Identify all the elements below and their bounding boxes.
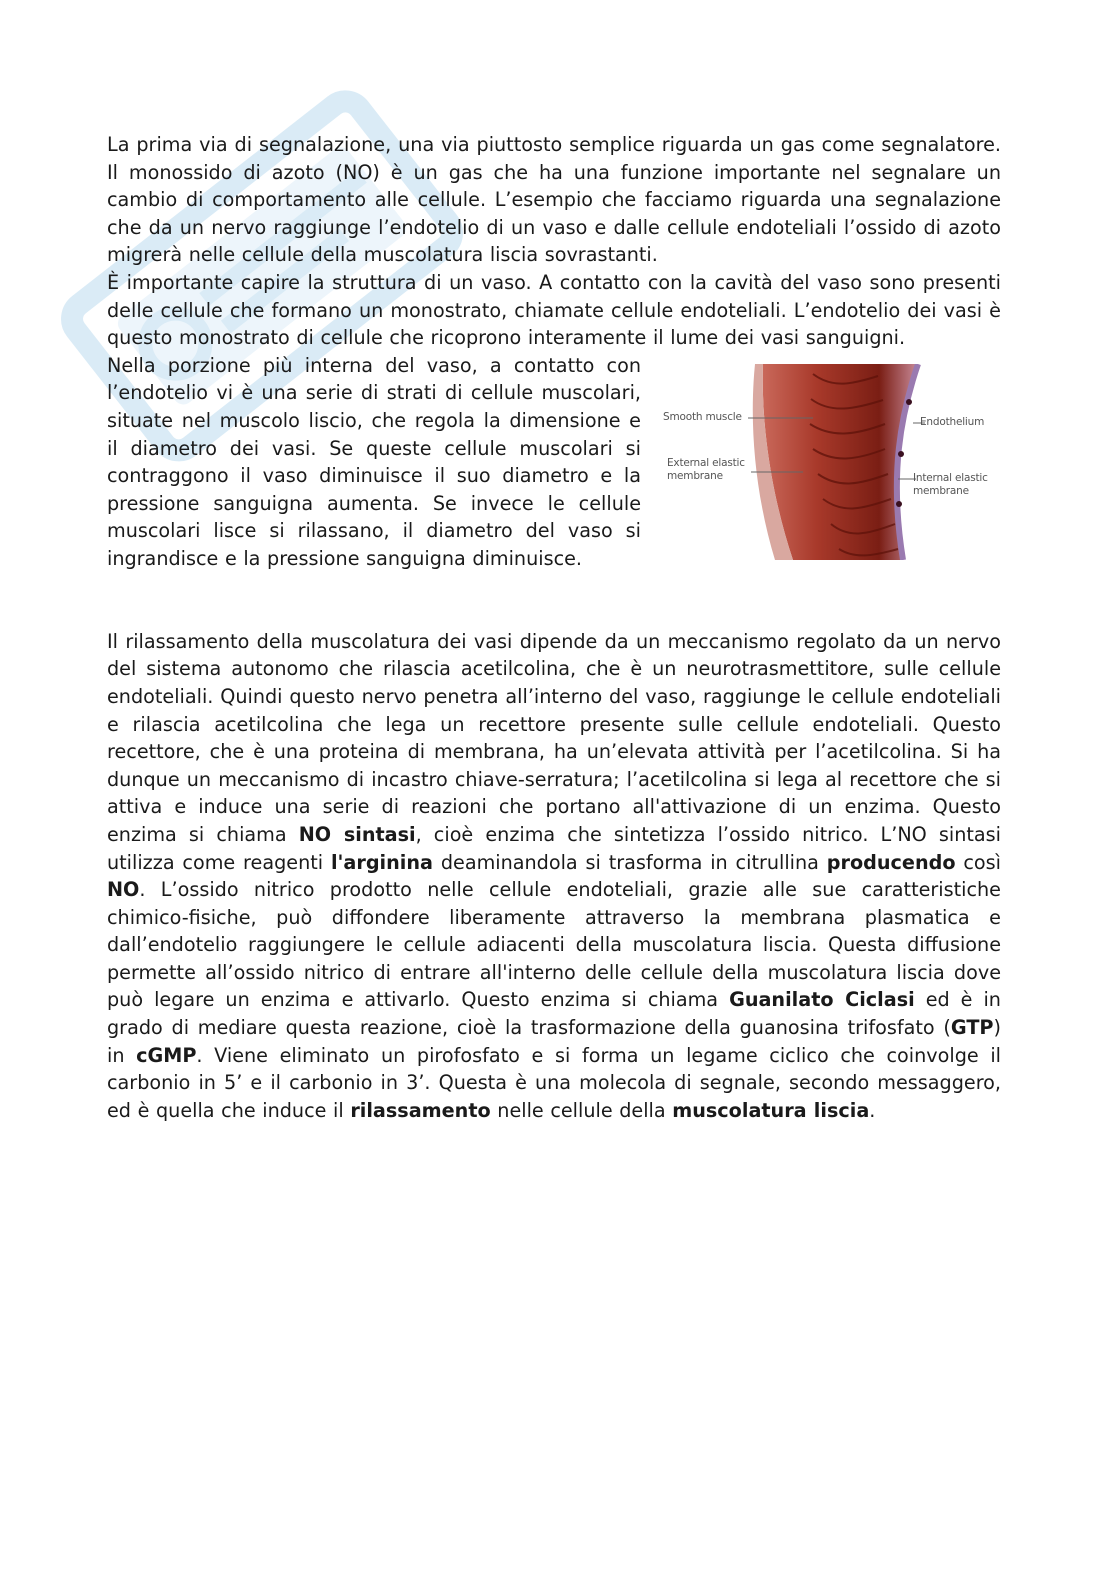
paragraph-smooth-muscle: Nella porzione più interna del vaso, a contatto con l’endotelio vi è una serie di strati di cellule muscolari, situate nel muscolo liscio, che regola la dimensione e il diametro dei vasi. Se queste cellule muscolari si contraggono il vaso diminuisce il suo diametro e la pressione sanguigna aumenta. Se invece le cellule muscolari lisce si rilassano, il diametro del vaso si ingrandisce e la pressione sanguigna diminuisce. [107, 353, 641, 570]
paragraph-intro: La prima via di segnalazione, una via piuttosto semplice riguarda un gas come segnalatore. Il monossido di azoto (NO) è un gas che ha una funzione importante nel segnalare un cambio di comportamento alle cellule. L’esempio che facciamo riguarda una segnalazione che da un nervo raggiunge l’endotelio di un vaso e dalle cellule endoteliali l’ossido di azoto migrerà nelle cellule della muscolatura liscia sovrastanti. [107, 133, 1001, 267]
label-internal-elastic-membrane: Internal elastic membrane [913, 471, 988, 497]
document-body [107, 131, 1001, 1124]
label-external-elastic-membrane: External elastic membrane [667, 456, 745, 482]
label-endothelium: Endothelium [920, 415, 985, 428]
paragraph-vessel-structure: È importante capire la struttura di un vaso. A contatto con la cavità del vaso sono presenti delle cellule che formano un monostrato, chiamate cellule endoteliali. L’endotelio dei vasi è questo monostrato di cellule che ricoprono interamente il lume dei vasi sanguigni. [107, 270, 1001, 350]
paragraph-with-figure [107, 352, 1001, 628]
vessel-wall-figure [663, 364, 1003, 560]
paragraph-relaxation-mechanism: Il rilassamento della muscolatura dei vasi dipende da un meccanismo regolato da un nervo del sistema autonomo che rilascia acetilcolina, che è un neurotrasmettitore, sulle cellule endoteliali. Quindi questo nervo penetra all’interno del vaso, raggiunge le cellule endoteliali e rilascia acetilcolina che lega un recettore presente sulle cellule endoteliali. Questo recettore, che è una proteina di membrana, ha un’elevata attività per l’acetilcolina. Si ha dunque un meccanismo di incastro chiave-serratura; l’acetilcolina si lega al recettore che si attiva e induce una serie di reazioni che portano all'attivazione di un enzima. Questo enzima si chiama NO sintasi, cioè enzima che sintetizza l’ossido nitrico. L’NO sintasi utilizza come reagenti l'arginina deaminandola si trasforma in citrullina producendo così NO. L’ossido nitrico prodotto nelle cellule endoteliali, grazie alle sue caratteristiche chimico-fisiche, può diffondere liberamente attraverso la membrana plasmatica e dall’endotelio raggiungere le cellule adiacenti della muscolatura liscia. Questa diffusione permette all’ossido nitrico di entrare all'interno delle cellule della muscolatura liscia dove può legare un enzima e attivarlo. Questo enzima si chiama Guanilato Ciclasi ed è in grado di mediare questa reazione, cioè la trasformazione della guanosina trifosfato (GTP) in cGMP. Viene eliminato un pirofosfato e si forma un legame ciclico che coinvolge il carbonio in 5’ e il carbonio in 3’. Questa è una molecola di segnale, secondo messaggero, ed è quella che induce il rilassamento nelle cellule della muscolatura liscia. [107, 629, 1001, 1122]
label-smooth-muscle: Smooth muscle [663, 410, 742, 423]
